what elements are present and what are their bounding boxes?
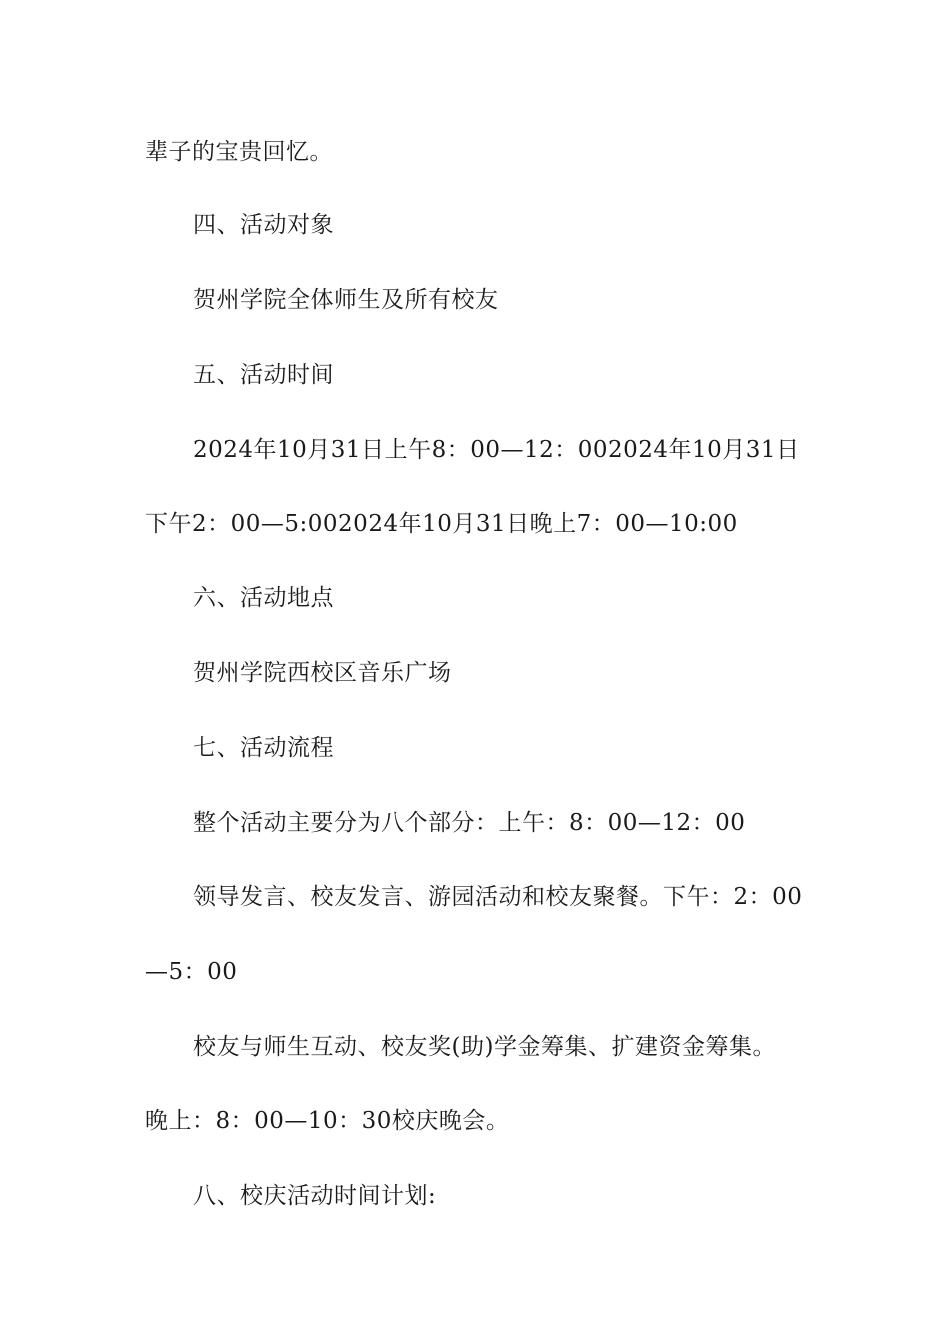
- paragraph-continuation: 辈子的宝贵回忆。: [145, 139, 333, 165]
- process-text-line-2: 领导发言、校友发言、游园活动和校友聚餐。下午：2：00: [193, 884, 803, 910]
- section-heading-process: 七、活动流程: [193, 735, 334, 761]
- process-text-line-5: 晚上：8：00—10：30校庆晚会。: [145, 1108, 510, 1134]
- section-heading-participants: 四、活动对象: [193, 212, 334, 238]
- section-heading-time: 五、活动时间: [193, 362, 334, 388]
- location-text: 贺州学院西校区音乐广场: [193, 660, 452, 686]
- time-text-line-2: 下午2：00—5:002024年10月31日晚上7：00—10:00: [145, 511, 738, 537]
- participants-text: 贺州学院全体师生及所有校友: [193, 287, 499, 313]
- process-text-line-1: 整个活动主要分为八个部分：上午：8：00—12：00: [193, 810, 746, 836]
- time-text-line-1: 2024年10月31日上午8：00—12：002024年10月31日: [193, 437, 800, 463]
- section-heading-schedule: 八、校庆活动时间计划:: [193, 1183, 437, 1209]
- process-text-line-4: 校友与师生互动、校友奖(助)学金筹集、扩建资金筹集。: [193, 1034, 776, 1060]
- process-text-line-3: —5：00: [145, 959, 238, 985]
- section-heading-location: 六、活动地点: [193, 585, 334, 611]
